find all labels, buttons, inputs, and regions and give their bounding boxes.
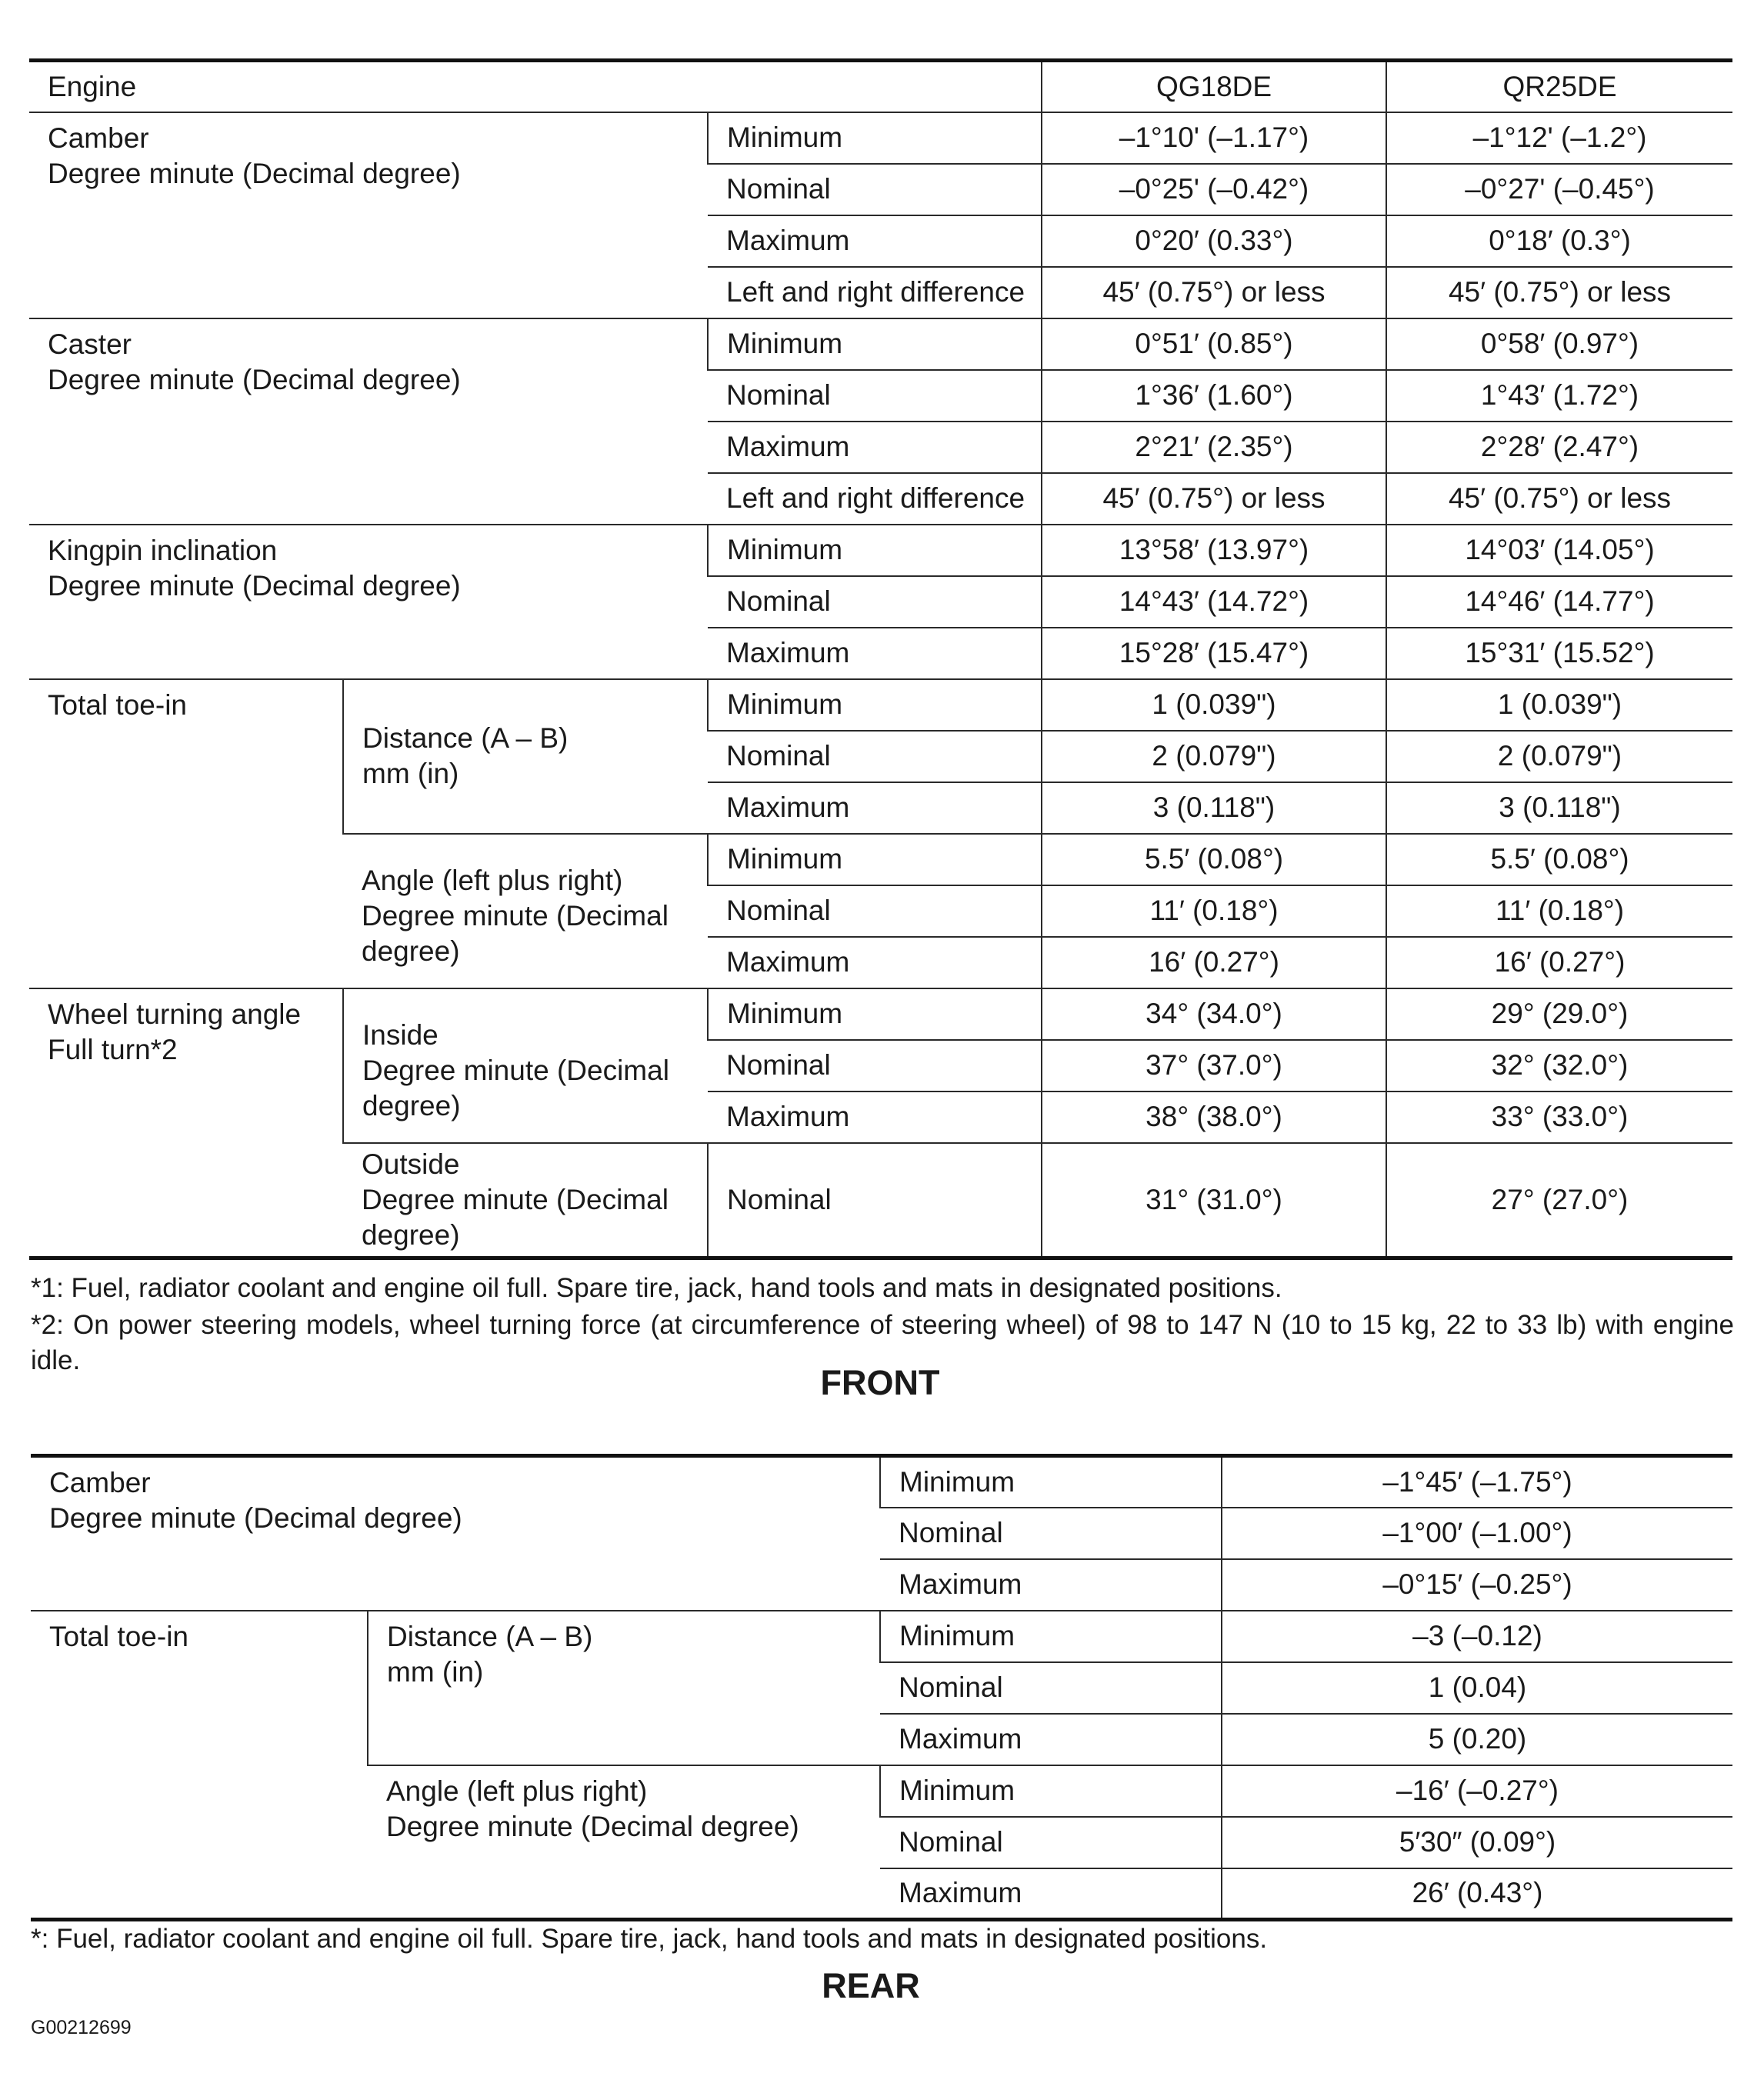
engine-qr25de-header: QR25DE bbox=[1386, 61, 1732, 112]
item-label: Maximum bbox=[708, 215, 1042, 267]
value-cell: 14°03′ (14.05°) bbox=[1386, 525, 1732, 576]
caster-label bbox=[29, 318, 708, 525]
total-toe-label: Total toe-in bbox=[29, 679, 343, 988]
front-section-title: FRONT bbox=[820, 1363, 940, 1402]
value-cell: 13°58′ (13.97°) bbox=[1042, 525, 1386, 576]
item-label: Nominal bbox=[708, 1143, 1042, 1258]
rear-toe-angle-unit: Degree minute (Decimal degree) bbox=[386, 1810, 799, 1842]
caster-unit: Degree minute (Decimal degree) bbox=[48, 363, 461, 395]
value-cell: 29° (29.0°) bbox=[1386, 988, 1732, 1040]
value-cell: 0°51′ (0.85°) bbox=[1042, 318, 1386, 370]
value-cell: –1°12' (–1.2°) bbox=[1386, 112, 1732, 164]
wheel-turning-title: Wheel turning angle bbox=[48, 998, 302, 1030]
value-cell: 34° (34.0°) bbox=[1042, 988, 1386, 1040]
value-cell: 0°20′ (0.33°) bbox=[1042, 215, 1386, 267]
document-code: G00212699 bbox=[31, 2017, 132, 2038]
value-cell: 37° (37.0°) bbox=[1042, 1040, 1386, 1091]
value-cell: 0°58′ (0.97°) bbox=[1386, 318, 1732, 370]
value-cell: –1°10' (–1.17°) bbox=[1042, 112, 1386, 164]
table-row bbox=[29, 988, 1732, 1040]
toe-distance-label bbox=[343, 679, 708, 834]
value-cell: 1 (0.039") bbox=[1042, 679, 1386, 731]
table-row bbox=[29, 318, 1732, 370]
value-cell: –0°15′ (–0.25°) bbox=[1222, 1559, 1732, 1611]
rear-toe-distance-unit: mm (in) bbox=[387, 1655, 484, 1688]
value-cell: 11′ (0.18°) bbox=[1386, 885, 1732, 937]
toe-angle-unit: Degree minute (Decimal degree) bbox=[362, 900, 669, 967]
outside-label bbox=[343, 1143, 708, 1258]
table-row bbox=[31, 1611, 1732, 1662]
value-cell: 32° (32.0°) bbox=[1386, 1040, 1732, 1091]
value-cell: 1°36′ (1.60°) bbox=[1042, 370, 1386, 422]
item-label: Nominal bbox=[708, 1040, 1042, 1091]
camber-unit: Degree minute (Decimal degree) bbox=[48, 157, 461, 189]
value-cell: 26′ (0.43°) bbox=[1222, 1868, 1732, 1920]
item-label: Minimum bbox=[708, 988, 1042, 1040]
value-cell: 5 (0.20) bbox=[1222, 1714, 1732, 1765]
value-cell: 14°43′ (14.72°) bbox=[1042, 576, 1386, 628]
rear-toe-distance-label bbox=[368, 1611, 880, 1765]
value-cell: –3 (–0.12) bbox=[1222, 1611, 1732, 1662]
value-cell: 31° (31.0°) bbox=[1042, 1143, 1386, 1258]
value-cell: 14°46′ (14.77°) bbox=[1386, 576, 1732, 628]
value-cell: 16′ (0.27°) bbox=[1386, 937, 1732, 988]
value-cell: 3 (0.118") bbox=[1386, 782, 1732, 834]
rear-toe-angle-title: Angle (left plus right) bbox=[386, 1775, 648, 1807]
rear-camber-unit: Degree minute (Decimal degree) bbox=[49, 1502, 462, 1534]
value-cell: 5′30″ (0.09°) bbox=[1222, 1817, 1732, 1868]
rear-toe-angle-label bbox=[368, 1765, 880, 1920]
value-cell: 45′ (0.75°) or less bbox=[1386, 473, 1732, 525]
inside-label bbox=[343, 988, 708, 1143]
item-label: Left and right difference bbox=[708, 267, 1042, 318]
rear-section-title: REAR bbox=[822, 1966, 920, 2005]
toe-angle-title: Angle (left plus right) bbox=[362, 865, 623, 896]
rear-total-toe-label: Total toe-in bbox=[31, 1611, 368, 1920]
kingpin-title: Kingpin inclination bbox=[48, 534, 278, 566]
item-label: Minimum bbox=[880, 1765, 1222, 1817]
rear-footnote: *: Fuel, radiator coolant and engine oil full. Spare tire, jack, hand tools and mats in designated positions. bbox=[31, 1924, 1268, 1954]
value-cell: 38° (38.0°) bbox=[1042, 1091, 1386, 1143]
item-label: Nominal bbox=[880, 1508, 1222, 1559]
value-cell: 15°28′ (15.47°) bbox=[1042, 628, 1386, 679]
camber-label bbox=[29, 112, 708, 318]
value-cell: 45′ (0.75°) or less bbox=[1042, 473, 1386, 525]
rear-camber-title: Camber bbox=[49, 1467, 151, 1498]
item-label: Nominal bbox=[708, 370, 1042, 422]
table-row bbox=[31, 1456, 1732, 1508]
item-label: Maximum bbox=[708, 628, 1042, 679]
table-row bbox=[29, 679, 1732, 731]
value-cell: 2 (0.079") bbox=[1386, 731, 1732, 782]
item-label: Nominal bbox=[708, 731, 1042, 782]
item-label: Maximum bbox=[880, 1868, 1222, 1920]
item-label: Minimum bbox=[708, 525, 1042, 576]
front-footnote-1: *1: Fuel, radiator coolant and engine oil full. Spare tire, jack, hand tools and mats in designated positions. bbox=[31, 1273, 1282, 1303]
table-row bbox=[29, 525, 1732, 576]
item-label: Nominal bbox=[708, 164, 1042, 215]
rear-camber-label bbox=[31, 1456, 880, 1611]
item-label: Maximum bbox=[880, 1714, 1222, 1765]
value-cell: –1°45′ (–1.75°) bbox=[1222, 1456, 1732, 1508]
front-alignment-table bbox=[29, 58, 1732, 1260]
value-cell: 2°21′ (2.35°) bbox=[1042, 422, 1386, 473]
value-cell: –1°00′ (–1.00°) bbox=[1222, 1508, 1732, 1559]
camber-title: Camber bbox=[48, 122, 149, 154]
value-cell: 2 (0.079") bbox=[1042, 731, 1386, 782]
item-label: Nominal bbox=[708, 576, 1042, 628]
item-label: Minimum bbox=[708, 112, 1042, 164]
engine-header: Engine bbox=[29, 61, 1042, 112]
value-cell: 2°28′ (2.47°) bbox=[1386, 422, 1732, 473]
kingpin-label bbox=[29, 525, 708, 679]
item-label: Nominal bbox=[880, 1817, 1222, 1868]
value-cell: 33° (33.0°) bbox=[1386, 1091, 1732, 1143]
rear-alignment-table bbox=[31, 1454, 1732, 1921]
value-cell: 45′ (0.75°) or less bbox=[1042, 267, 1386, 318]
value-cell: –0°27' (–0.45°) bbox=[1386, 164, 1732, 215]
rear-toe-distance-title: Distance (A – B) bbox=[387, 1620, 593, 1652]
inside-unit: Degree minute (Decimal degree) bbox=[362, 1055, 669, 1121]
value-cell: 1°43′ (1.72°) bbox=[1386, 370, 1732, 422]
value-cell: 45′ (0.75°) or less bbox=[1386, 267, 1732, 318]
wheel-turning-label bbox=[29, 988, 343, 1258]
item-label: Nominal bbox=[880, 1662, 1222, 1714]
toe-distance-unit: mm (in) bbox=[362, 758, 459, 789]
value-cell: –16′ (–0.27°) bbox=[1222, 1765, 1732, 1817]
value-cell: 15°31′ (15.52°) bbox=[1386, 628, 1732, 679]
value-cell: 11′ (0.18°) bbox=[1042, 885, 1386, 937]
outside-unit: Degree minute (Decimal degree) bbox=[362, 1183, 669, 1251]
inside-title: Inside bbox=[362, 1019, 438, 1051]
item-label: Maximum bbox=[708, 422, 1042, 473]
value-cell: 27° (27.0°) bbox=[1386, 1143, 1732, 1258]
toe-angle-label bbox=[343, 834, 708, 988]
value-cell: 1 (0.04) bbox=[1222, 1662, 1732, 1714]
table-row bbox=[29, 61, 1732, 112]
item-label: Minimum bbox=[708, 679, 1042, 731]
value-cell: 16′ (0.27°) bbox=[1042, 937, 1386, 988]
item-label: Nominal bbox=[708, 885, 1042, 937]
value-cell: 0°18′ (0.3°) bbox=[1386, 215, 1732, 267]
item-label: Maximum bbox=[708, 937, 1042, 988]
value-cell: –0°25' (–0.42°) bbox=[1042, 164, 1386, 215]
front-footnote-2: *2: On power steering models, wheel turning force (at circumference of steering wheel) of 98 to 147 N (10 to 15 kg, 22 to 33 lb) with engine idle. bbox=[31, 1310, 1734, 1375]
kingpin-unit: Degree minute (Decimal degree) bbox=[48, 569, 461, 602]
item-label: Minimum bbox=[708, 834, 1042, 885]
wheel-turning-note: Full turn*2 bbox=[48, 1033, 178, 1065]
value-cell: 3 (0.118") bbox=[1042, 782, 1386, 834]
item-label: Maximum bbox=[880, 1559, 1222, 1611]
item-label: Maximum bbox=[708, 782, 1042, 834]
item-label: Left and right difference bbox=[708, 473, 1042, 525]
engine-qg18de-header: QG18DE bbox=[1042, 61, 1386, 112]
outside-title: Outside bbox=[362, 1148, 460, 1180]
caster-title: Caster bbox=[48, 328, 132, 360]
item-label: Minimum bbox=[880, 1611, 1222, 1662]
item-label: Maximum bbox=[708, 1091, 1042, 1143]
item-label: Minimum bbox=[708, 318, 1042, 370]
value-cell: 1 (0.039") bbox=[1386, 679, 1732, 731]
value-cell: 5.5′ (0.08°) bbox=[1042, 834, 1386, 885]
table-row bbox=[29, 112, 1732, 164]
item-label: Minimum bbox=[880, 1456, 1222, 1508]
value-cell: 5.5′ (0.08°) bbox=[1386, 834, 1732, 885]
toe-distance-title: Distance (A – B) bbox=[362, 722, 569, 754]
